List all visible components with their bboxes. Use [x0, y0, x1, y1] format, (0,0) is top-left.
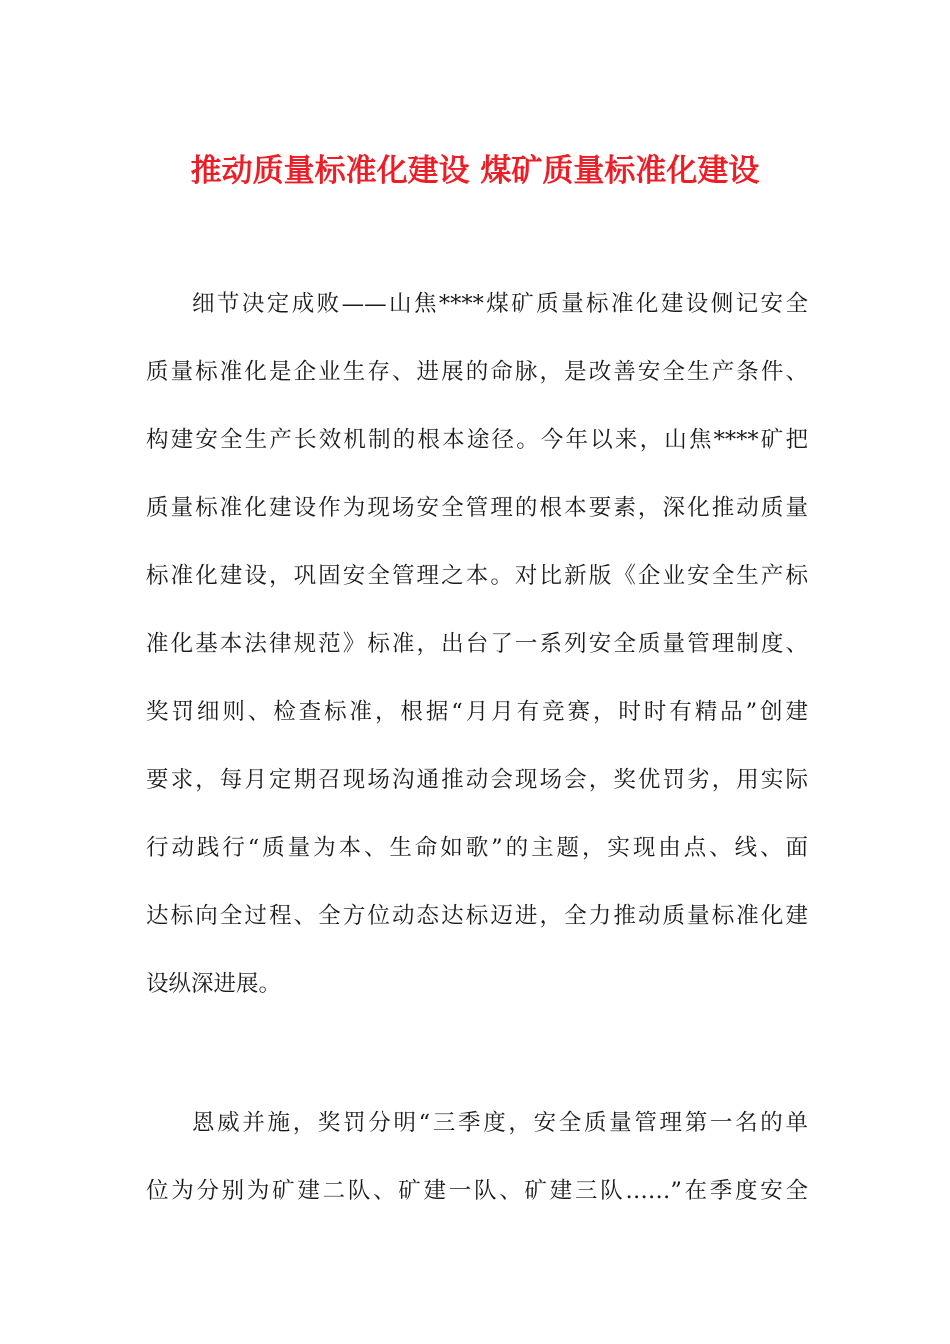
- paragraph-line: 细节决定成败——山焦****煤矿质量标准化建设侧记安全: [192, 291, 808, 317]
- body-paragraph-2: [146, 1089, 808, 1225]
- paragraph-line: 要求，每月定期召现场沟通推动会现场会，奖优罚劣，用实际: [146, 767, 808, 793]
- paragraph-line: 准化基本法律规范》标准，出台了一系列安全质量管理制度、: [146, 631, 808, 657]
- paragraph-line: 位为分别为矿建二队、矿建一队、矿建三队……”在季度安全: [146, 1178, 808, 1204]
- paragraph-line: 行动践行“质量为本、生命如歌”的主题，实现由点、线、面: [146, 835, 808, 861]
- paragraph-line: 奖罚细则、检查标准，根据“月月有竞赛，时时有精品”创建: [146, 699, 808, 725]
- paragraph-line: 设纵深进展。: [146, 971, 282, 997]
- paragraph-line: 恩威并施，奖罚分明“三季度，安全质量管理第一名的单: [192, 1110, 808, 1136]
- paragraph-line: 质量标准化是企业生存、进展的命脉，是改善安全生产条件、: [146, 359, 808, 385]
- document-title: 推动质量标准化建设 煤矿质量标准化建设: [190, 153, 760, 189]
- paragraph-line: 达标向全过程、全方位动态达标迈进，全力推动质量标准化建: [146, 903, 808, 929]
- paragraph-line: 质量标准化建设作为现场安全管理的根本要素，深化推动质量: [146, 495, 808, 521]
- paragraph-line: 构建安全生产长效机制的根本途径。今年以来，山焦****矿把: [146, 427, 808, 453]
- paragraph-line: 标准化建设，巩固安全管理之本。对比新版《企业安全生产标: [146, 563, 808, 589]
- body-paragraph-1: [146, 270, 808, 1018]
